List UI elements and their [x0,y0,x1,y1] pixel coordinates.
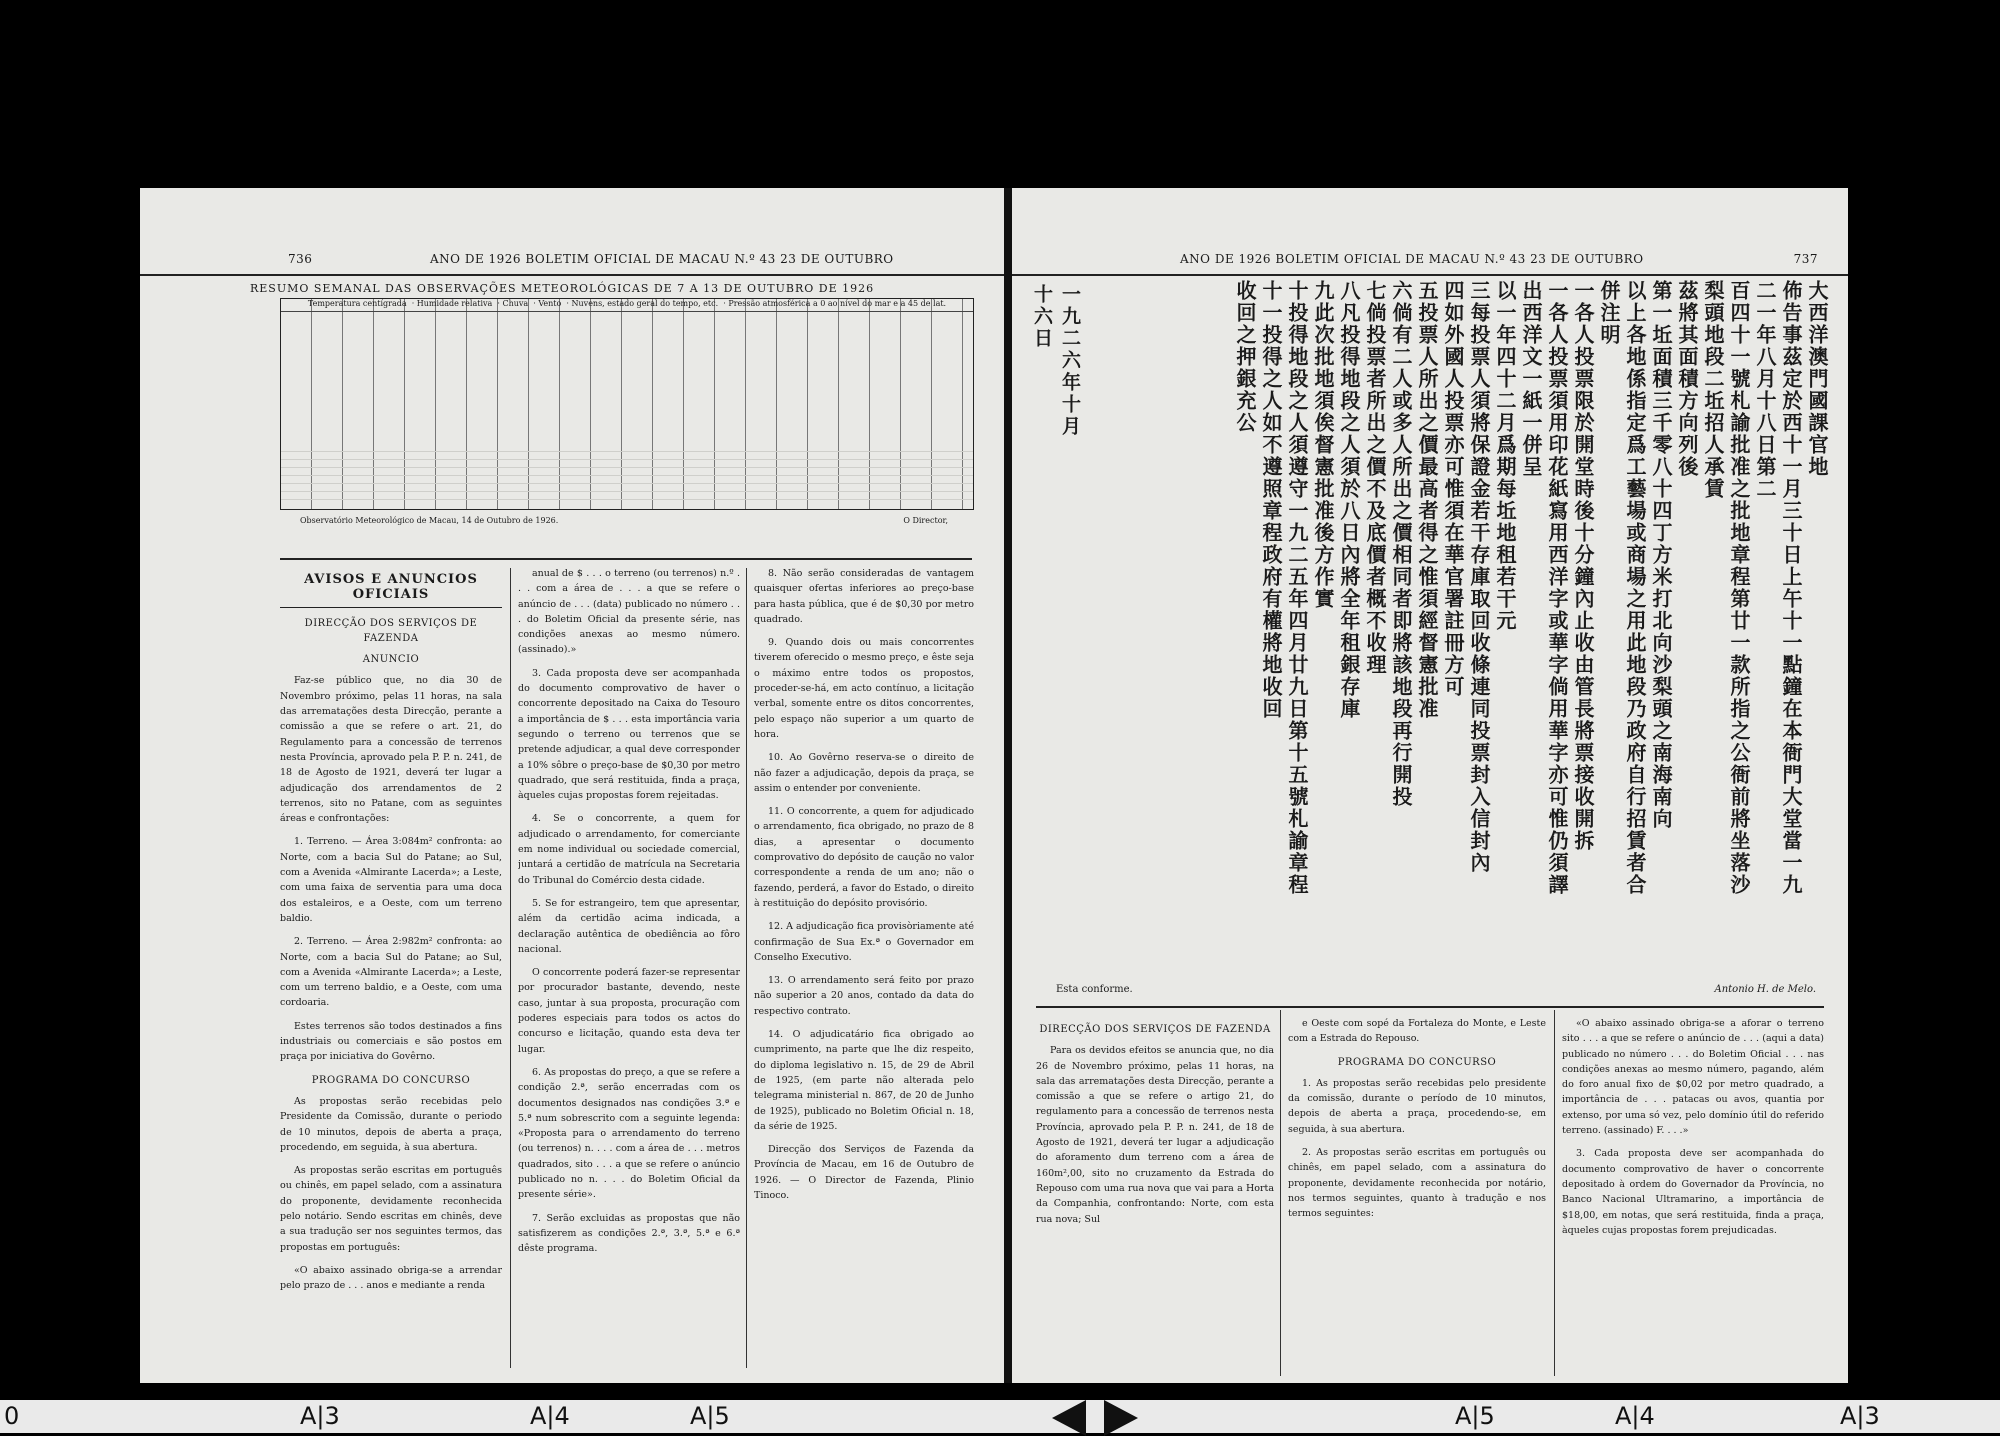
chinese-column: 以上各地係指定爲工藝場或商場之用此地段乃政府自行招賃者合併注明 [1597,280,1647,896]
met-header-clouds: Nuvens, estado geral do tempo, etc. [571,299,719,308]
column-rule [746,568,747,1368]
paragraph: 7. Serão excluidas as propostas que não satisfizerem as condições 2.ª, 3.ª, 5.ª e 6.ª dêste programa. [518,1212,740,1255]
chinese-date-day: 十六日 [1031,284,1053,350]
chinese-column: 一各人投票限於開堂時後十分鐘內止收由管長將票接收開拆 [1571,280,1595,852]
chinese-date-block [1024,284,1084,904]
chinese-column: 百四十一號札諭批准之批地章程第廿一款所指之公衙前將坐落沙梨頭地段二坵招人承賃 [1701,280,1751,896]
chinese-column: 十投得地段之人須遵守一九二五年四月廿九日第十五號札諭章程 [1285,280,1309,896]
met-table-header: Temperatura centígrada · Humidade relativa · Chuva · Vento · Nuvens, estado geral do tempo, etc. · Pressão atmosférica a 0 ao nível do mar e a 45 de lat. [281,299,973,312]
section-divider [280,558,972,560]
chinese-column: 六倘有二人或多人所出之價相同者即將該地段再行開投 [1389,280,1413,808]
film-arrow-left-icon [1052,1400,1086,1436]
paragraph: O concorrente poderá fazer-se representar por procurador bastante, devendo, neste caso, juntar à sua proposta, procuração com poderes especiais para todos os actos do concurso e licitação, quando esta deva ter lugar. [518,967,740,1055]
film-arrow-right-icon [1104,1400,1138,1436]
chinese-column: 一各人投票須用印花紙寫用西洋字或華字倘用華字亦可惟仍須譯出西洋文一紙一併呈 [1519,280,1569,896]
met-header-humidity: Humidade relativa [416,299,493,308]
chinese-column: 大西洋澳門國課官地 [1805,280,1829,478]
section-divider [1036,1006,1824,1008]
paragraph: 4. Se o concorrente, a quem for adjudicado o arrendamento, for comerciante em nome individual ou sociedade comercial, juntará a certidão de matrícula na Secretaria do Tribunal do Comércio desta cidade. [518,813,740,886]
left-page [140,188,1008,1383]
chinese-column: 佈告事茲定於西十一月三十日上午十一點鐘在本衙門大堂當一九二一年八月十八日第二 [1753,280,1803,896]
paragraph: 12. A adjudicação fica provisòriamente até confirmação de Sua Ex.ª o Governador em Conselho Executivo. [754,921,974,963]
met-header-temperature: Temperatura centígrada [307,299,407,308]
meteorological-table [280,298,974,510]
film-label: A|5 [1455,1402,1495,1430]
right-column-3 [1562,1016,1824,1376]
right-column-2 [1288,1016,1546,1376]
left-running-head-text: ANO DE 1926 BOLETIM OFICIAL DE MACAU N.º 43 23 DE OUTUBRO [430,252,894,266]
left-column-3 [754,566,974,1376]
paragraph: 6. As propostas do preço, a que se refere a condição 2.ª, serão encerradas com os documentos designados nas condições 3.ª e 5.ª num sobrescrito com a seguinte legenda: «Proposta para o arrendamento do terreno (ou terrenos) n. . . . com a área de . . . metros quadrados, sito . . . a que se refere o anúncio publicado no n. . . . do Boletim Oficial da presente série». [518,1066,740,1201]
paragraph: 13. O arrendamento será feito por prazo não superior a 20 anos, contado da data do respectivo contrato. [754,975,974,1017]
film-label: A|3 [300,1402,340,1430]
paragraph: As propostas serão recebidas pelo Presidente da Comissão, durante o periodo de 10 minutos, depois de aberta a praça, procedendo, em seguida, à sua abertura. [280,1095,502,1153]
left-column-1 [280,566,502,1376]
paragraph: As propostas serão escritas em português ou chinês, em papel selado, com a assinatura do proponente, devidamente reconhecida pelo notário. Sendo escritas em chinês, deve a sua tradução ser nos seguintes termos, das propostas em português: [280,1165,502,1253]
chinese-column: 以一年四十二月爲期每坵地租若干元 [1493,280,1517,632]
paragraph: Direcção dos Serviços de Fazenda da Província de Macau, em 16 de Outubro de 1926. — O Director de Fazenda, Plinio Tinoco. [754,1144,974,1201]
section-title: AVISOS E ANUNCIOS OFICIAIS [280,572,502,608]
paragraph: anual de $ . . . o terreno (ou terrenos) n.º . . . com a área de . . . a que se refere o anúncio de . . . (data) publicado no número . . . do Boletim Oficial da presente série, nas condições anexas ao mesmo número. (assinado).» [518,568,740,656]
chinese-column: 四如外國人投票亦可惟須在華官署註冊方可 [1441,280,1465,698]
film-label: A|5 [690,1402,730,1430]
chinese-column: 收回之押銀充公 [1233,280,1257,434]
chinese-column: 九此次批地須俟督憲批准後方作實 [1311,280,1335,610]
microfilm-strip [0,1400,2000,1433]
programa-label: PROGRAMA DO CONCURSO [311,1074,471,1086]
column-rule [1554,1010,1555,1376]
met-director-note: O Director, [903,516,948,525]
column-rule [510,568,511,1368]
chinese-column: 茲將其面積方向列後 [1675,280,1699,478]
paragraph: 2. Terreno. — Área 2:982m² confronta: ao Norte, com a bacia Sul do Patane; ao Sul, com a Avenida «Almirante Lacerda»; a Leste, com um terreno baldio, e a Oeste, com uma cordoaria. [280,936,502,1009]
paragraph: 1. Terreno. — Área 3:084m² confronta: ao Norte, com a bacia Sul do Patane; ao Sul, com a Avenida «Almirante Lacerda»; a Leste, com uma faixa de serventia para uma doca dos estaleiros, e a Oeste, com um terreno baldio. [280,836,502,924]
programa-label: PROGRAMA DO CONCURSO [1337,1056,1497,1068]
paragraph: 2. As propostas serão escritas em português ou chinês, em papel selado, com a assinatura do proponente, devidamente reconhecida por notário, nos termos seguintes, quanto à tradução e nos termos seguintes: [1288,1147,1546,1220]
paragraph: 11. O concorrente, a quem for adjudicado o arrendamento, fica obrigado, no prazo de 8 dias, a apresentar o documento comprovativo do depósito de caução no valor correspondente a renda de um ano; não o fazendo, perderá, a favor do Estado, o direito à restituição do depósito provisório. [754,806,974,909]
left-column-2 [518,566,740,1376]
paragraph: 8. Não serão consideradas de vantagem quaisquer ofertas inferiores ao preço-base para hasta pública, que é de $0,30 por metro quadrado. [754,568,974,625]
paragraph: 14. O adjudicatário fica obrigado ao cumprimento, na parte que lhe diz respeito, do diploma legislativo n. 15, de 29 de Abril de 1925, (em parte não alterada pelo telegrama ministerial n. 867, de 20 de Junho de 1925), publicado no Boletim Oficial n. 18, da série de 1925. [754,1029,974,1132]
paragraph: «O abaixo assinado obriga-se a arrendar pelo prazo de . . . anos e mediante a renda [280,1264,502,1292]
chinese-column: 八凡投得地段之人須於八日內將全年租銀存庫 [1337,280,1361,720]
paragraph: Para os devidos efeitos se anuncia que, no dia 26 de Novembro próximo, pelas 11 horas, na sala das arrematações desta Direcção, perante a comissão a que se refere o artigo 21, do regulamento para a concessão de terrenos nesta Província, aprovado pela P. P. n. 241, de 18 de Agosto de 1921, deverá ter lugar a adjudicação do aforamento dum terreno com a área de 160m²,00, sito no cruzamento da Estrada do Repouso com uma rua nova que vai para a Horta da Companhia, confrontando: Norte, com esta rua nova; Sul [1036,1045,1274,1225]
left-running-head [140,248,1008,276]
right-page-number: 737 [1793,252,1818,266]
chinese-column: 第一坵面積三千零八十四丁方米打北向沙梨頭之南海南向 [1649,280,1673,830]
right-page [1012,188,1848,1383]
paragraph: «O abaixo assinado obriga-se a aforar o terreno sito . . . a que se refere o anúncio de . . . (aqui a data) publicado no número . . . do Boletim Oficial . . . nas condições anexas ao mesmo número, pagando, além do foro anual fixo de $0,02 por metro quadrado, a importância de . . . patacas ou avos, quantia por extenso, por uma só vez, pelo domínio útil do referido terreno. (assinado) F. . . .» [1562,1018,1824,1137]
chinese-date-year: 一九二六年十月 [1059,284,1081,438]
paragraph: 3. Cada proposta deve ser acompanhada do documento comprovativo de haver o concorrente depositado na Caixa do Tesouro a importância de $ . . . esta importância varia segundo o terreno ou terrenos que se pretende adjudicar, a qual deve corresponder a 10% sôbre o preço-base de $0,30 por metro quadrado, que será restituida, finda a praça, àqueles cujas propostas forem rejeitadas. [518,667,740,802]
paragraph: 9. Quando dois ou mais concorrentes tiverem oferecido o mesmo preço, e êste seja o máximo entre todos os propostos, proceder-se-há, em acto contínuo, a licitação verbal, somente entre os ditos concorrentes, pelo espaço não superior a um quarto de hora. [754,637,974,740]
paragraph: 3. Cada proposta deve ser acompanhada do documento comprovativo de haver o concorrente depositado à ordem do Governador da Província, no Banco Nacional Ultramarino, a importância de $18,00, em notas, que será restituida, finda a praça, àqueles cujas propostas forem prejudicadas. [1562,1148,1824,1236]
film-label: A|4 [530,1402,570,1430]
paragraph: 10. Ao Govêrno reserva-se o direito de não fazer a adjudicação, depois da praça, se assim o entender por conveniente. [754,752,974,794]
paragraph: 5. Se for estrangeiro, tem que apresentar, além da certidão acima indicada, a declaração autêntica de obediência ao fôro nacional. [518,897,740,955]
dept-title: DIRECÇÃO DOS SERVIÇOS DE FAZENDA [304,617,478,644]
right-column-1 [1036,1016,1274,1376]
film-mark: 0 [4,1402,20,1430]
chinese-column: 五投票人所出之價最高者得之惟須經督憲批准 [1415,280,1439,720]
meteorological-summary-title: RESUMO SEMANAL DAS OBSERVAÇÕES METEOROLÓGICAS DE 7 A 13 DE OUTUBRO DE 1926 [250,282,875,295]
film-label: A|3 [1840,1402,1880,1430]
chinese-column: 三每投票人須將保證金若干存庫取回收條連同投票封入信封內 [1467,280,1491,874]
column-rule [1280,1010,1281,1376]
met-table-rows [281,451,973,507]
left-page-number: 736 [288,252,313,266]
chinese-notice-text [1130,280,1830,900]
paragraph: Estes terrenos são todos destinados a fins industriais ou comerciais e são postos em praça por iniciativa do Govêrno. [280,1020,502,1063]
met-header-pressure: Pressão atmosférica a 0 ao nível do mar e a 45 de lat. [728,299,947,308]
paragraph: e Oeste com sopé da Fortaleza do Monte, e Leste com a Estrada do Repouso. [1288,1018,1546,1045]
chinese-column: 十一投得之人如不遵照章程政府有權將地收回 [1259,280,1283,720]
film-label: A|4 [1615,1402,1655,1430]
paragraph: 1. As propostas serão recebidas pelo presidente da comissão, durante o período de 10 minutos, depois de aberta a praça, procedendo-se, em seguida, à sua abertura. [1288,1077,1546,1135]
anuncio-label: ANUNCIO [362,654,420,666]
right-running-head-text: ANO DE 1926 BOLETIM OFICIAL DE MACAU N.º 43 23 DE OUTUBRO [1180,252,1644,266]
conformity-note: Esta conforme. [1056,984,1133,995]
right-running-head [1012,248,1848,276]
chinese-column: 七倘投票者所出之價不及底價者概不收理 [1363,280,1387,676]
dept-title: DIRECÇÃO DOS SERVIÇOS DE FAZENDA [1039,1024,1271,1035]
met-observatory-note: Observatório Meteorológico de Macau, 14 de Outubro de 1926. [300,516,559,525]
met-header-wind: Vento [538,299,562,308]
met-header-rain: Chuva [502,299,529,308]
signature: Antonio H. de Melo. [1714,984,1816,995]
paragraph: Faz-se público que, no dia 30 de Novembro próximo, pelas 11 horas, na sala das arrematações desta Direcção, perante a comissão a que se refere o art. 21, do Regulamento para a concessão de terrenos nesta Província, aprovado pela P. P. n. 241, de 18 de Agosto de 1921, deverá ter lugar a adjudicação dos arrendamentos de 2 terrenos, sito no Patane, com as seguintes áreas e confrontações: [280,675,502,825]
